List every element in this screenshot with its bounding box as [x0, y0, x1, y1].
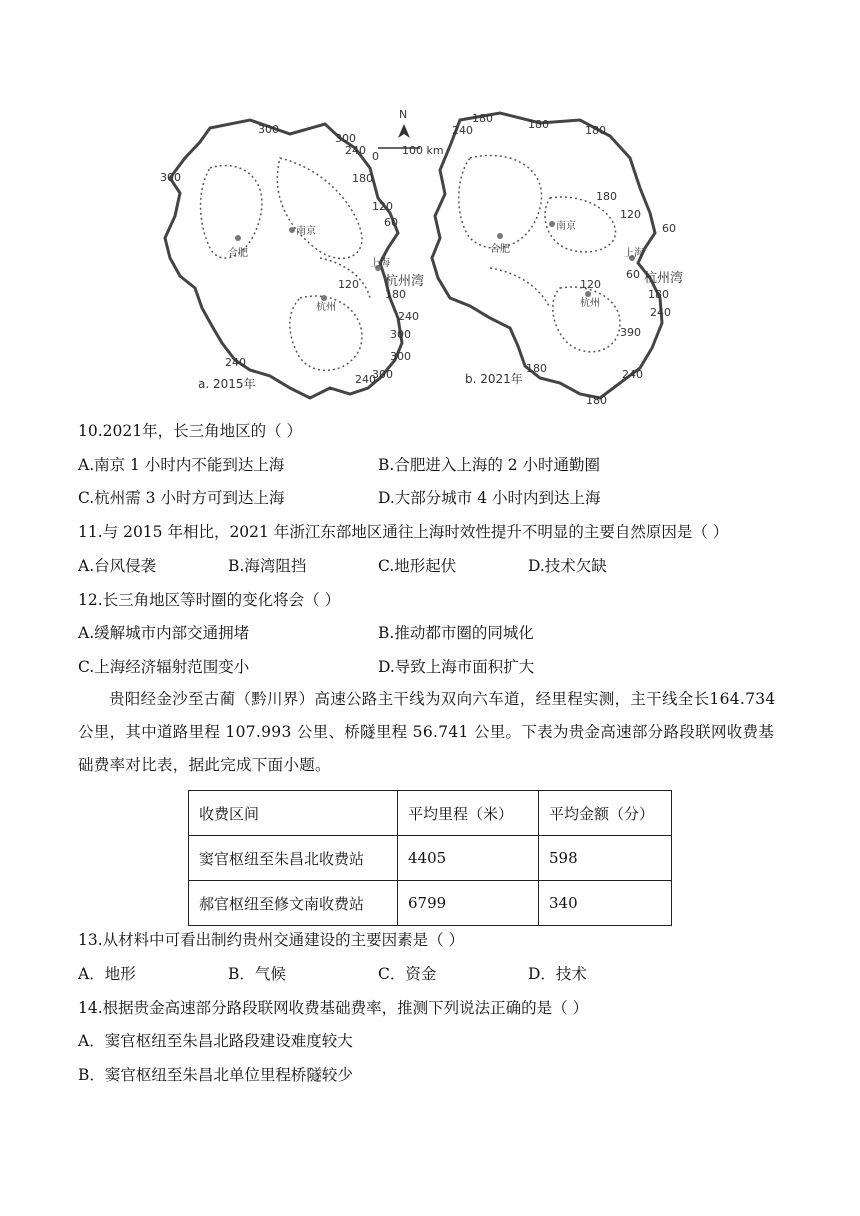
material-paragraph — [78, 683, 784, 782]
q10-option-c[interactable]: C.杭州需 3 小时方可到达上海 — [78, 489, 285, 507]
q11-option-c[interactable]: C.地形起伏 — [378, 557, 457, 575]
a-contour-11: 300 — [390, 328, 411, 341]
svg-text:南京: 南京 — [556, 221, 576, 232]
a-contour-4: 240 — [345, 144, 366, 157]
svg-text:合肥: 合肥 — [228, 248, 248, 259]
b-contour-13: 240 — [622, 368, 643, 381]
svg-text:合肥: 合肥 — [490, 244, 510, 255]
svg-text:南京: 南京 — [296, 226, 316, 237]
material-text: 贵阳经金沙至古蔺（黔川界）高速公路主干线为双向六车道，经里程实测，主干线全长164.734 公里，其中道路里程 107.993 公里、桥隧里程 56.741 公里。下表为贵金高速部分路段联网收费基础费率对比表，据此完成下面小题。 — [78, 690, 776, 774]
scale-bar — [372, 144, 444, 163]
table-cell: 郝官枢纽至修文南收费站 — [189, 881, 398, 926]
q13-option-d[interactable]: D．技术 — [528, 965, 587, 983]
a-contour-10: 240 — [398, 310, 419, 323]
a-contour-5: 180 — [352, 172, 373, 185]
q13-option-b[interactable]: B．气候 — [228, 965, 286, 983]
isochrone-map-figure — [140, 98, 700, 414]
q12-option-a[interactable]: A.缓解城市内部交通拥堵 — [78, 624, 250, 642]
table-cell: 340 — [539, 881, 672, 926]
question-13-stem: 13.从材料中可看出制约贵州交通建设的主要因素是（ ） — [78, 931, 465, 949]
question-11-stem: 11.与 2015 年相比，2021 年浙江东部地区通往上海时效性提升不明显的主要自然原因是（ ） — [78, 523, 729, 541]
a-contour-8: 120 — [338, 278, 359, 291]
table-row — [189, 836, 672, 881]
q10-option-a[interactable]: A.南京 1 小时内不能到达上海 — [78, 456, 285, 474]
q13-option-c[interactable]: C．资金 — [378, 965, 437, 983]
svg-text:杭州: 杭州 — [580, 298, 600, 309]
b-contour-10: 180 — [648, 288, 669, 301]
table-header: 平均里程（米） — [398, 791, 539, 836]
table-header: 收费区间 — [189, 791, 398, 836]
b-bay-label: 杭州湾 — [644, 271, 684, 286]
svg-text:上海: 上海 — [624, 248, 644, 259]
q14-option-b[interactable]: B．窦官枢纽至朱昌北单位里程桥隧较少 — [78, 1066, 353, 1084]
q11-option-d[interactable]: D.技术欠缺 — [528, 557, 607, 575]
b-contour-12: 390 — [620, 326, 641, 339]
b-contour-8: 60 — [626, 268, 640, 281]
q12-option-c[interactable]: C.上海经济辐射范围变小 — [78, 658, 250, 676]
a-contour-14: 240 — [355, 373, 376, 386]
a-bay-label: 杭州湾 — [385, 274, 425, 289]
table-cell: 6799 — [398, 881, 539, 926]
a-contour-6: 120 — [372, 200, 393, 213]
a-contour-2: 300 — [258, 123, 279, 136]
a-contour-13: 240 — [225, 356, 246, 369]
q14-option-a[interactable]: A．窦官枢纽至朱昌北路段建设难度较大 — [78, 1032, 353, 1050]
q12-option-b[interactable]: B.推动都市圈的同城化 — [378, 624, 534, 642]
b-contour-6: 120 — [620, 208, 641, 221]
a-contour-9: 180 — [385, 288, 406, 301]
table-cell: 窦官枢纽至朱昌北收费站 — [189, 836, 398, 881]
svg-text:100 km: 100 km — [402, 144, 444, 157]
panel-b-caption: b. 2021年 — [465, 372, 523, 386]
isochrone-maps — [140, 98, 700, 414]
svg-text:0: 0 — [372, 150, 379, 163]
a-contour-7: 60 — [384, 216, 398, 229]
q11-option-a[interactable]: A.台风侵袭 — [78, 557, 157, 575]
svg-text:杭州: 杭州 — [316, 302, 336, 313]
b-contour-14: 180 — [526, 362, 547, 375]
a-contour-15: 300 — [372, 368, 393, 381]
north-arrow-icon — [398, 108, 410, 138]
b-contour-1: 180 — [472, 112, 493, 125]
b-contour-9: 120 — [580, 278, 601, 291]
question-14-stem: 14.根据贵金高速部分路段联网收费基础费率，推测下列说法正确的是（ ） — [78, 999, 589, 1017]
a-contour-1: 300 — [160, 171, 181, 184]
q11-option-b[interactable]: B.海湾阻挡 — [228, 557, 307, 575]
q12-option-d[interactable]: D.导致上海市面积扩大 — [378, 658, 535, 676]
b-contour-7: 60 — [662, 222, 676, 235]
a-contour-3: 300 — [335, 132, 356, 145]
table-header-row — [189, 791, 672, 836]
fee-rate-table — [188, 790, 672, 926]
a-contour-12: 300 — [390, 350, 411, 363]
table-cell: 4405 — [398, 836, 539, 881]
question-10-stem: 10.2021年，长三角地区的（ ） — [78, 422, 303, 440]
b-contour-4: 180 — [585, 124, 606, 137]
svg-text:上海: 上海 — [370, 258, 390, 269]
table-cell: 598 — [539, 836, 672, 881]
b-contour-5: 180 — [596, 190, 617, 203]
panel-a-outline — [165, 120, 402, 398]
svg-text:N: N — [399, 108, 408, 121]
b-contour-11: 240 — [650, 306, 671, 319]
table-row — [189, 881, 672, 926]
b-contour-15: 180 — [586, 394, 607, 407]
table-header: 平均金额（分） — [539, 791, 672, 836]
panel-a-caption: a. 2015年 — [198, 377, 256, 391]
question-12-stem: 12.长三角地区等时圈的变化将会（ ） — [78, 591, 341, 609]
q10-option-d[interactable]: D.大部分城市 4 小时内到达上海 — [378, 489, 601, 507]
b-contour-3: 180 — [528, 118, 549, 131]
q13-option-a[interactable]: A．地形 — [78, 965, 136, 983]
b-contour-2: 240 — [452, 124, 473, 137]
q10-option-b[interactable]: B.合肥进入上海的 2 小时通勤圈 — [378, 456, 601, 474]
